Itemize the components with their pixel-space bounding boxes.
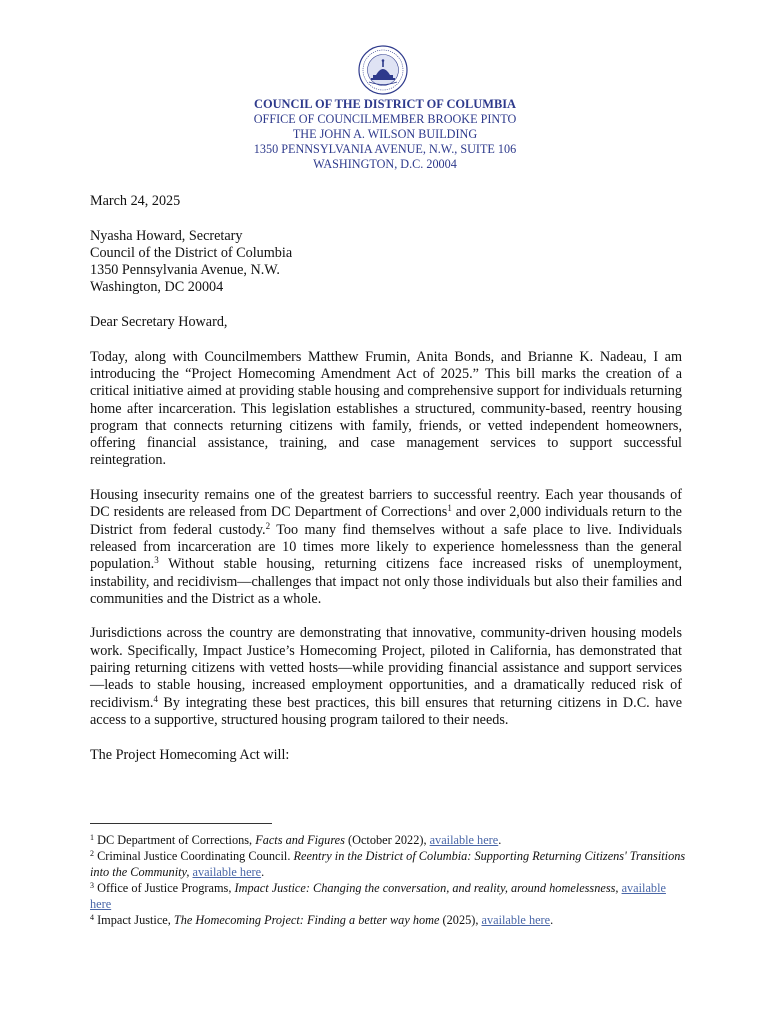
footnote-number: 2 xyxy=(90,849,94,858)
recipient-city: Washington, DC 20004 xyxy=(90,279,224,296)
footnote-1 xyxy=(90,832,690,848)
paragraph-housing-insecurity xyxy=(90,487,682,608)
footnote-ref-4[interactable]: 4 xyxy=(153,693,158,704)
letterhead-city: WASHINGTON, D.C. 20004 xyxy=(313,157,457,171)
footnote-source-title: Reentry in the District of Columbia: Supporting Returning Citizens' Transitions into the Community, xyxy=(90,849,686,879)
letterhead-office: OFFICE OF COUNCILMEMBER BROOKE PINTO xyxy=(253,112,517,126)
footnote-source-title: Impact Justice: Changing the conversation, and reality, around homelessness, xyxy=(234,881,619,895)
letterhead-street: 1350 PENNSYLVANIA AVENUE, N.W., SUITE 106 xyxy=(253,142,517,156)
p2-text-3: Too many find themselves without a safe place to live. Individuals released from incarceration are 10 times more likely to experience homelessness than the general population. xyxy=(90,521,682,573)
p3-text-2: By integrating these best practices, this bill ensures that returning citizens in D.C. have access to a supportive, structured housing program tailored to their needs. xyxy=(90,694,682,728)
p3-text-1: Jurisdictions across the country are demonstrating that innovative, community-driven housing models work. Specifically, Impact Justice’s Homecoming Project, piloted in California, has demonstrated that pairing returning citizens with vetted hosts—while providing financial assistance and support services—leads to stable housing, increased employment opportunities, and a dramatically reduced risk of recidivism. xyxy=(90,625,682,711)
available-here-link[interactable]: available here xyxy=(429,833,499,847)
paragraph-jurisdictions xyxy=(90,625,682,729)
footnote-text: (2025), xyxy=(439,913,482,927)
paragraph-act-will: The Project Homecoming Act will: xyxy=(90,746,290,763)
footnote-divider xyxy=(90,823,272,824)
footnote-source-title: The Homecoming Project: Finding a better way home xyxy=(173,913,440,927)
p2-text-4: Without stable housing, returning citizens face increased risks of unemployment, instability, and recidivism—challenges that impact not only those individuals but also their families and communities and the District as a whole. xyxy=(90,556,682,607)
letter-date: March 24, 2025 xyxy=(90,193,181,209)
p2-text-1: Housing insecurity remains one of the greatest barriers to successful reentry. Each year thousands of DC residents are released from DC Department of Corrections xyxy=(90,487,682,521)
footnote-text: . xyxy=(261,865,265,879)
recipient-name: Nyasha Howard, Secretary xyxy=(90,227,243,244)
footnotes xyxy=(90,832,690,928)
paragraph-intro: Today, along with Councilmembers Matthew Frumin, Anita Bonds, and Brianne K. Nadeau, I am introducing the “Project Homecoming Amendment Act of 2025.” This bill marks the creation of a critical initiative aimed at providing stable housing and comprehensive support for individuals returning home after incarceration. This legislation establishes a structured, community-based, reentry housing program that connects returning citizens with family, friends, or vetted independent homeowners, offering financial assistance, training, and case management services to support successful reintegration. xyxy=(90,348,682,469)
recipient-org: Council of the District of Columbia xyxy=(90,244,293,261)
p2-text-2: and over 2,000 individuals return to the District from federal custody. xyxy=(90,504,682,538)
dc-council-seal-icon xyxy=(358,45,408,95)
salutation: Dear Secretary Howard, xyxy=(90,314,228,331)
footnote-text: . xyxy=(498,833,502,847)
recipient-address xyxy=(90,228,682,297)
footnote-ref-1[interactable]: 1 xyxy=(447,503,452,514)
footnote-number: 3 xyxy=(90,881,94,890)
letterhead-title: COUNCIL OF THE DISTRICT OF COLUMBIA xyxy=(254,97,516,111)
available-here-link[interactable]: available here xyxy=(90,881,666,911)
footnote-text: Office of Justice Programs, xyxy=(94,881,235,895)
footnote-number: 1 xyxy=(90,833,94,842)
footnote-text: DC Department of Corrections, xyxy=(94,833,256,847)
footnote-ref-2[interactable]: 2 xyxy=(265,520,271,531)
footnote-3 xyxy=(90,880,690,912)
footnote-ref-3[interactable]: 3 xyxy=(154,555,159,566)
letter-body xyxy=(90,193,682,781)
recipient-street: 1350 Pennsylvania Avenue, N.W. xyxy=(90,262,280,279)
letterhead xyxy=(0,97,770,172)
available-here-link[interactable]: available here xyxy=(192,865,262,879)
footnote-text: (October 2022), xyxy=(344,833,430,847)
footnote-4 xyxy=(90,912,690,928)
footnote-number: 4 xyxy=(90,913,94,922)
footnote-text: Criminal Justice Coordinating Council. xyxy=(94,849,294,863)
footnote-text: . xyxy=(550,913,554,927)
available-here-link[interactable]: available here xyxy=(481,913,551,927)
letterhead-building: THE JOHN A. WILSON BUILDING xyxy=(292,127,478,141)
footnote-2 xyxy=(90,848,690,880)
footnote-text: Impact Justice, xyxy=(94,913,174,927)
footnote-source-title: Facts and Figures xyxy=(255,833,345,847)
